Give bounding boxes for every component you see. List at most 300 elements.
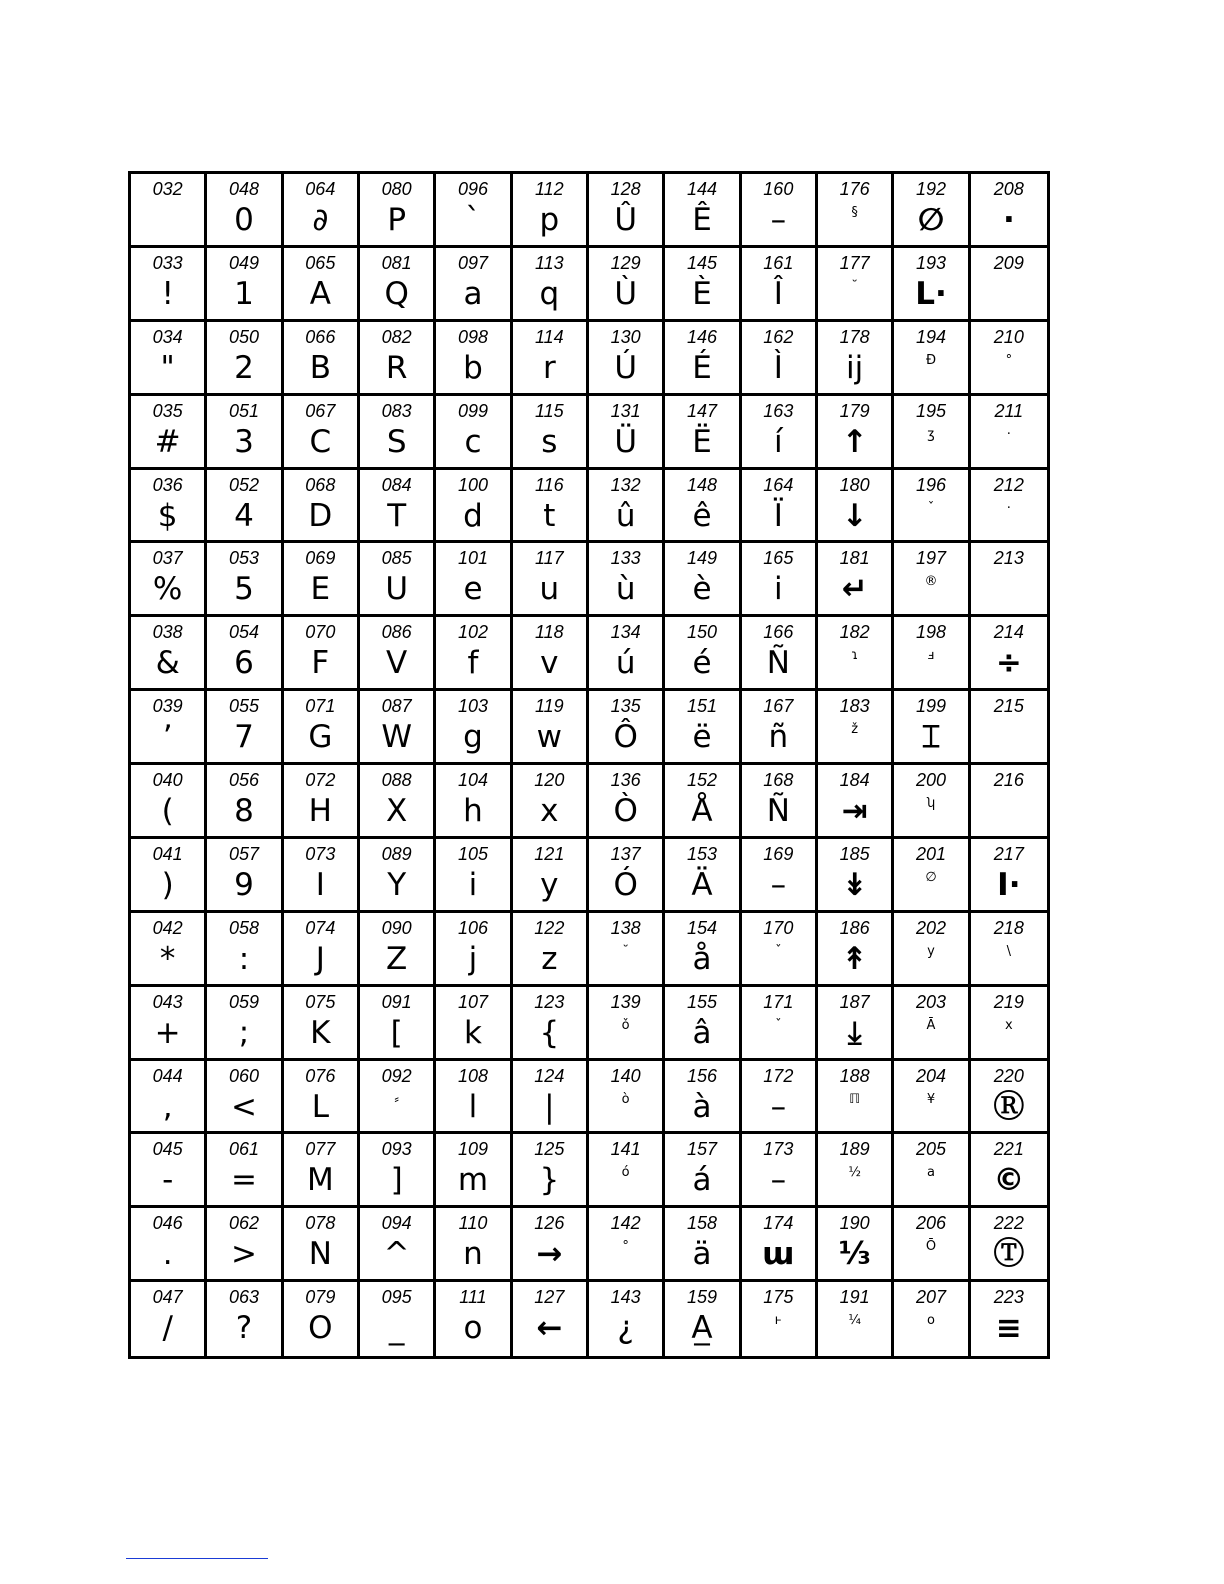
char-glyph: w (536, 719, 562, 756)
char-cell (436, 248, 512, 322)
char-code: 179 (839, 400, 870, 421)
char-glyph: å (692, 940, 712, 977)
char-cell (971, 839, 1047, 913)
char-glyph: v (540, 645, 559, 682)
char-code: 098 (457, 326, 489, 347)
char-code: 124 (534, 1065, 565, 1086)
char-glyph: è (692, 571, 712, 608)
char-glyph: y (540, 866, 559, 903)
char-glyph: n (463, 1236, 483, 1273)
char-cell (589, 987, 665, 1061)
char-glyph: ∅ (917, 202, 945, 238)
char-code: 083 (381, 400, 412, 421)
char-code: 148 (686, 474, 718, 495)
char-cell (513, 1282, 589, 1356)
char-cell (665, 839, 741, 913)
char-code: 200 (915, 770, 947, 790)
char-code: 180 (839, 474, 870, 495)
char-glyph: · (1006, 426, 1011, 442)
char-cell (742, 765, 818, 839)
char-cell (436, 543, 512, 617)
char-glyph: È (692, 275, 712, 312)
char-glyph: Ü (614, 423, 638, 460)
char-code: 209 (993, 252, 1024, 273)
char-cell (742, 839, 818, 913)
char-code: 093 (381, 1139, 412, 1160)
char-code: 223 (993, 1287, 1024, 1308)
char-glyph: _ (388, 1310, 405, 1347)
char-code: 092 (381, 1065, 412, 1086)
char-glyph: p (539, 202, 560, 238)
char-glyph: ˘ (622, 943, 629, 959)
char-cell (360, 765, 436, 839)
char-code: 199 (915, 696, 947, 717)
char-cell (513, 987, 589, 1061)
char-cell (284, 1208, 360, 1282)
char-glyph: W (381, 719, 412, 756)
char-glyph: B (309, 349, 331, 386)
char-cell (665, 913, 741, 987)
char-cell (894, 617, 970, 691)
char-glyph: ! (161, 275, 174, 312)
char-cell (894, 1061, 970, 1135)
char-cell (284, 765, 360, 839)
char-code: 155 (686, 991, 718, 1012)
char-glyph: ° (1005, 352, 1013, 368)
char-cell (207, 1061, 283, 1135)
char-cell (818, 1208, 894, 1282)
char-cell (742, 987, 818, 1061)
char-code: 079 (305, 1287, 336, 1308)
char-code: 190 (839, 1213, 870, 1234)
char-cell (665, 470, 741, 544)
char-glyph: – (770, 1088, 787, 1125)
char-glyph: Ñ (766, 645, 790, 682)
char-cell (971, 543, 1047, 617)
char-code: 118 (534, 622, 564, 643)
char-glyph: [ (390, 1014, 403, 1051)
char-cell (818, 248, 894, 322)
char-code: 158 (686, 1213, 718, 1234)
char-cell (513, 913, 589, 987)
char-code: 171 (763, 991, 794, 1012)
char-cell (665, 248, 741, 322)
char-glyph: e (463, 571, 483, 608)
char-cell (589, 617, 665, 691)
char-code: 203 (915, 991, 947, 1012)
char-cell (131, 913, 207, 987)
char-cell (818, 1282, 894, 1356)
char-code: 134 (610, 622, 641, 643)
char-glyph: ù (615, 571, 636, 608)
char-cell (971, 913, 1047, 987)
char-cell (894, 470, 970, 544)
char-glyph: d (463, 497, 483, 534)
char-code: 099 (457, 400, 489, 421)
char-cell (894, 543, 970, 617)
char-glyph: Ō (925, 1239, 937, 1255)
char-code: 116 (534, 474, 564, 495)
char-code: 181 (839, 548, 870, 569)
char-code: 195 (915, 400, 947, 421)
char-cell (360, 1061, 436, 1135)
char-glyph: – (770, 866, 787, 903)
char-glyph: ↵ (841, 571, 868, 608)
char-code: 103 (457, 696, 489, 717)
char-cell (894, 248, 970, 322)
char-glyph: # (154, 423, 181, 460)
char-cell (360, 1208, 436, 1282)
char-cell (207, 322, 283, 396)
char-code: 104 (457, 770, 489, 790)
char-code: 220 (993, 1065, 1024, 1086)
char-code: 126 (534, 1213, 565, 1234)
char-glyph: & (155, 645, 180, 682)
char-glyph: Ê (692, 202, 712, 238)
char-code: 082 (381, 326, 412, 347)
char-cell (742, 913, 818, 987)
char-code: 156 (686, 1065, 718, 1086)
char-glyph: x (540, 793, 559, 829)
char-code: 089 (381, 843, 412, 864)
char-code: 149 (686, 548, 718, 569)
char-glyph: ñ (768, 719, 789, 756)
char-glyph: b (463, 349, 483, 386)
char-code: 163 (763, 400, 794, 421)
char-code: 034 (152, 326, 183, 347)
char-glyph: , (162, 1088, 173, 1125)
char-glyph: 9 (234, 866, 254, 903)
char-code: 101 (457, 548, 489, 569)
char-glyph: y (927, 943, 935, 959)
char-cell (207, 765, 283, 839)
char-code: 182 (839, 622, 870, 643)
char-glyph: X (386, 793, 408, 829)
char-cell (665, 765, 741, 839)
char-glyph: q (539, 275, 560, 312)
char-code: 039 (152, 696, 183, 717)
char-glyph: 3 (234, 423, 254, 460)
char-code: 136 (610, 770, 641, 790)
char-cell (894, 1208, 970, 1282)
char-glyph: ® (924, 574, 938, 590)
char-glyph: Ì (773, 349, 783, 386)
char-code: 121 (534, 843, 565, 864)
char-code: 066 (305, 326, 336, 347)
char-cell (207, 691, 283, 765)
char-glyph: Î (773, 275, 783, 312)
char-code: 058 (228, 917, 260, 938)
char-glyph: : (238, 940, 250, 977)
char-cell (971, 1282, 1047, 1356)
char-code: 131 (610, 400, 641, 421)
char-glyph: 2 (234, 349, 254, 386)
char-code: 085 (381, 548, 412, 569)
char-glyph: C (309, 423, 332, 460)
char-glyph: ∅ (925, 869, 937, 885)
char-code: 135 (610, 696, 641, 717)
char-code: 032 (152, 179, 183, 199)
char-cell (742, 1208, 818, 1282)
char-code: 186 (839, 917, 870, 938)
char-glyph: L (311, 1088, 329, 1125)
char-cell (436, 765, 512, 839)
char-glyph: > (231, 1236, 257, 1273)
char-code: 073 (305, 843, 336, 864)
char-glyph: z (541, 940, 558, 977)
char-cell (589, 765, 665, 839)
char-cell (818, 396, 894, 470)
char-glyph: J (315, 940, 325, 977)
char-code: 068 (305, 474, 336, 495)
char-glyph: N (308, 1236, 332, 1273)
char-cell (818, 1061, 894, 1135)
char-cell (360, 543, 436, 617)
char-cell (513, 174, 589, 248)
char-code: 128 (610, 179, 641, 199)
char-code: 176 (839, 179, 870, 199)
char-code: 081 (381, 252, 412, 273)
footnote-rule (126, 1558, 268, 1559)
char-cell (131, 470, 207, 544)
char-cell (436, 913, 512, 987)
char-code: 035 (152, 400, 183, 421)
char-cell (131, 1282, 207, 1356)
char-cell (894, 987, 970, 1061)
char-code: 117 (534, 548, 564, 569)
char-cell (436, 691, 512, 765)
char-glyph: t (543, 497, 556, 534)
char-code: 139 (610, 991, 641, 1012)
char-glyph: { (539, 1014, 560, 1051)
char-glyph: ¼ (848, 1313, 861, 1329)
char-cell (207, 1282, 283, 1356)
char-cell (589, 322, 665, 396)
char-code: 162 (763, 326, 794, 347)
char-glyph: ∂ (312, 202, 329, 238)
char-glyph: 1 (234, 275, 254, 312)
char-glyph: i (774, 571, 783, 608)
char-cell (665, 691, 741, 765)
char-code: 041 (152, 843, 183, 864)
char-code: 212 (993, 474, 1024, 495)
char-cell (360, 248, 436, 322)
char-code: 208 (993, 179, 1024, 199)
char-code: 074 (305, 917, 336, 938)
char-glyph: K (310, 1014, 331, 1051)
char-glyph: g (463, 719, 483, 756)
char-code: 191 (839, 1287, 870, 1308)
char-glyph: Ò (613, 793, 638, 829)
char-code: 129 (610, 252, 641, 273)
char-cell (131, 987, 207, 1061)
char-glyph: c (464, 423, 482, 460)
char-cell (665, 322, 741, 396)
char-glyph: j (468, 940, 478, 977)
char-cell (589, 174, 665, 248)
char-glyph: © (993, 1162, 1025, 1199)
char-glyph: ú (615, 645, 636, 682)
char-glyph: É (692, 349, 712, 386)
char-code: 219 (993, 991, 1024, 1012)
char-code: 197 (915, 548, 947, 569)
char-code: 222 (993, 1213, 1024, 1234)
char-glyph: ↑ (841, 423, 868, 460)
char-code: 192 (915, 179, 947, 199)
char-cell (589, 1134, 665, 1208)
char-glyph: ⇥ (841, 793, 868, 829)
char-cell (665, 1061, 741, 1135)
char-cell (284, 839, 360, 913)
char-cell (742, 396, 818, 470)
char-cell (436, 396, 512, 470)
char-code: 033 (152, 252, 183, 273)
char-glyph: ʮ (926, 796, 936, 811)
char-glyph: ↟ (841, 940, 868, 977)
char-code: 069 (305, 548, 336, 569)
char-code: 172 (763, 1065, 794, 1086)
char-glyph: ë (692, 719, 712, 756)
char-code: 152 (686, 770, 718, 790)
char-glyph: - (162, 1162, 174, 1199)
char-glyph: F (311, 645, 330, 682)
char-glyph: ≡ (995, 1310, 1022, 1347)
char-glyph: O (308, 1310, 333, 1347)
char-code: 127 (534, 1287, 565, 1308)
char-glyph: = (231, 1162, 257, 1199)
char-code: 188 (839, 1065, 870, 1086)
char-cell (360, 987, 436, 1061)
char-cell (131, 543, 207, 617)
char-glyph: · (1006, 500, 1011, 516)
char-code: 087 (381, 696, 412, 717)
char-cell (589, 396, 665, 470)
char-code: 168 (763, 770, 794, 790)
char-glyph: P (387, 202, 407, 238)
char-glyph: ` (465, 202, 481, 238)
char-glyph: Ä (691, 866, 713, 903)
char-code: 213 (993, 548, 1024, 569)
char-glyph: 6 (234, 645, 254, 682)
char-code: 214 (993, 622, 1024, 643)
char-code: 078 (305, 1213, 336, 1234)
char-glyph: o (463, 1310, 483, 1347)
char-code: 100 (457, 474, 489, 495)
char-cell (742, 1282, 818, 1356)
char-cell (207, 1134, 283, 1208)
char-glyph: x (1004, 1017, 1013, 1033)
char-code: 036 (152, 474, 183, 495)
char-cell (971, 248, 1047, 322)
char-cell (894, 174, 970, 248)
char-cell (284, 617, 360, 691)
char-code: 204 (915, 1065, 947, 1086)
char-cell (207, 913, 283, 987)
char-cell (284, 174, 360, 248)
char-glyph: ^ (383, 1236, 410, 1273)
char-cell (207, 617, 283, 691)
char-cell (284, 543, 360, 617)
char-glyph: ° (622, 1239, 629, 1255)
char-code: 113 (534, 252, 564, 273)
char-code: 133 (610, 548, 641, 569)
char-code: 055 (228, 696, 260, 717)
char-glyph: ǒ (621, 1017, 630, 1033)
char-cell (589, 913, 665, 987)
char-code: 040 (152, 770, 183, 790)
char-glyph: ] (390, 1162, 403, 1199)
char-code: 071 (305, 696, 336, 717)
char-glyph: ˇ (927, 500, 935, 516)
char-cell (131, 617, 207, 691)
char-code: 107 (457, 991, 489, 1012)
char-glyph: a (463, 275, 483, 312)
char-cell (513, 1208, 589, 1282)
char-cell (971, 1061, 1047, 1135)
char-glyph: ; (238, 1014, 250, 1051)
char-cell (360, 322, 436, 396)
char-code: 165 (763, 548, 794, 569)
char-glyph: r (542, 349, 556, 386)
char-glyph: ⅓ (838, 1236, 871, 1273)
char-code: 178 (839, 326, 870, 347)
char-cell (284, 1134, 360, 1208)
char-code: 189 (839, 1139, 870, 1160)
char-code: 061 (228, 1139, 260, 1160)
char-glyph: A̲ (691, 1310, 713, 1347)
char-cell (284, 1061, 360, 1135)
char-code: 216 (993, 770, 1024, 790)
char-cell (360, 470, 436, 544)
char-cell (665, 617, 741, 691)
char-cell (207, 248, 283, 322)
char-cell (207, 839, 283, 913)
char-cell (971, 396, 1047, 470)
char-code: 064 (305, 179, 336, 199)
char-glyph: i (468, 866, 478, 903)
char-code: 144 (686, 179, 718, 199)
char-code: 170 (763, 917, 794, 938)
char-code: 115 (534, 400, 564, 421)
char-glyph: 5 (234, 571, 254, 608)
char-code: 086 (381, 622, 412, 643)
char-glyph: } (539, 1162, 560, 1199)
char-cell (894, 765, 970, 839)
char-glyph: 8 (234, 793, 254, 829)
char-code: 095 (381, 1287, 412, 1308)
char-glyph: k (464, 1014, 482, 1051)
char-cell (513, 396, 589, 470)
char-cell (818, 470, 894, 544)
char-code: 105 (457, 843, 489, 864)
char-glyph: Ï (773, 497, 783, 534)
char-glyph: é (692, 645, 712, 682)
char-glyph: M (306, 1162, 334, 1199)
char-cell (742, 248, 818, 322)
char-code: 102 (457, 622, 489, 643)
char-code: 120 (534, 770, 565, 790)
char-glyph: R (385, 349, 408, 386)
char-glyph: / (162, 1310, 173, 1347)
char-cell (513, 248, 589, 322)
char-code: 215 (993, 696, 1024, 717)
char-cell (742, 617, 818, 691)
char-glyph: u (539, 571, 560, 608)
char-cell (284, 691, 360, 765)
char-cell (742, 470, 818, 544)
char-code: 054 (228, 622, 260, 643)
char-glyph: Û (614, 202, 638, 238)
